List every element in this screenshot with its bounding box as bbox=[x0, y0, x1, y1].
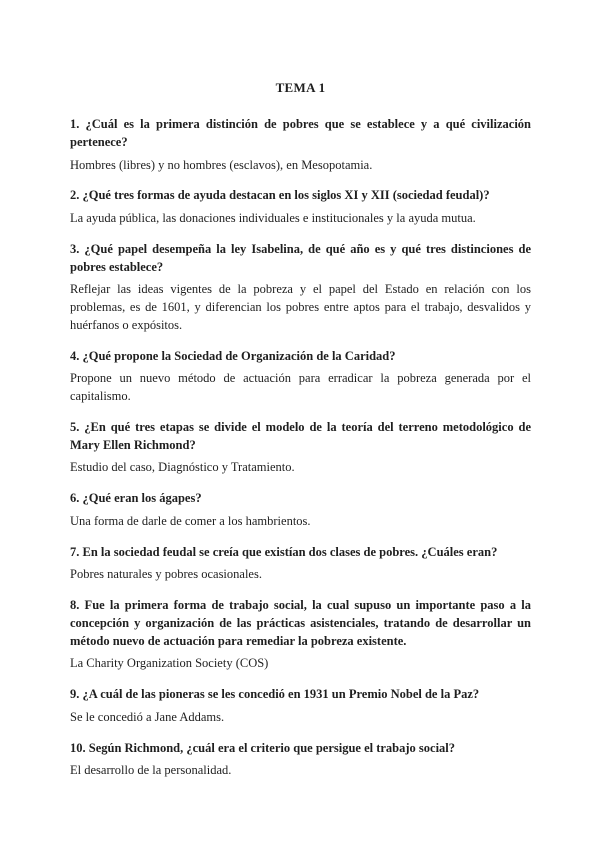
question-text: 1. ¿Cuál es la primera distinción de pobres que se establece y a qué civilización pertenece? bbox=[70, 117, 531, 149]
answer-text: La Charity Organization Society (COS) bbox=[70, 656, 269, 671]
answer-text: Reflejar las ideas vigentes de la pobreza y el papel del Estado en relación con los problemas, es de 1601, y diferencian los pobres entre aptos para el trabajo, desvalidos y huérfanos o expósitos. bbox=[70, 282, 531, 332]
answer-text: Una forma de darle de comer a los hambrientos. bbox=[70, 513, 311, 528]
qa-block bbox=[70, 686, 531, 727]
qa-block bbox=[70, 241, 531, 335]
qa-block bbox=[70, 544, 531, 585]
question-text: 4. ¿Qué propone la Sociedad de Organización de la Caridad? bbox=[70, 348, 396, 363]
answer-text: El desarrollo de la personalidad. bbox=[70, 763, 232, 778]
qa-block bbox=[70, 490, 531, 531]
answer-text: Estudio del caso, Diagnóstico y Tratamiento. bbox=[70, 460, 295, 475]
qa-block bbox=[70, 597, 531, 673]
question-text: 7. En la sociedad feudal se creía que existían dos clases de pobres. ¿Cuáles eran? bbox=[70, 544, 498, 559]
answer-text: Hombres (libres) y no hombres (esclavos), en Mesopotamia. bbox=[70, 157, 373, 172]
qa-block bbox=[70, 116, 531, 174]
question-text: 6. ¿Qué eran los ágapes? bbox=[70, 491, 202, 505]
question-text: 8. Fue la primera forma de trabajo social, la cual supuso un importante paso a la concepción y organización de las prácticas asistenciales, tratando de desarrollar un método nuevo de actuación para remediar la pobreza existente. bbox=[70, 598, 531, 648]
answer-text: Propone un nuevo método de actuación para erradicar la pobreza generada por el capitalismo. bbox=[70, 371, 531, 403]
answer-text: Pobres naturales y pobres ocasionales. bbox=[70, 567, 262, 582]
question-text: 5. ¿En qué tres etapas se divide el modelo de la teoría del terreno metodológico de Mary Ellen Richmond? bbox=[70, 419, 531, 452]
question-text: 3. ¿Qué papel desempeña la ley Isabelina, de qué año es y qué tres distinciones de pobres establece? bbox=[70, 241, 531, 274]
qa-block bbox=[70, 419, 531, 477]
question-text: 9. ¿A cuál de las pioneras se les concedió en 1931 un Premio Nobel de la Paz? bbox=[70, 687, 480, 701]
answer-text: La ayuda pública, las donaciones individuales e institucionales y la ayuda mutua. bbox=[70, 211, 476, 225]
qa-block bbox=[70, 348, 531, 406]
question-text: 10. Según Richmond, ¿cuál era el criterio que persigue el trabajo social? bbox=[70, 740, 456, 755]
page-title: TEMA 1 bbox=[275, 80, 326, 95]
question-text: 2. ¿Qué tres formas de ayuda destacan en los siglos XI y XII (sociedad feudal)? bbox=[70, 188, 490, 203]
answer-text: Se le concedió a Jane Addams. bbox=[70, 709, 225, 724]
qa-block bbox=[70, 187, 531, 228]
qa-block bbox=[70, 740, 531, 781]
